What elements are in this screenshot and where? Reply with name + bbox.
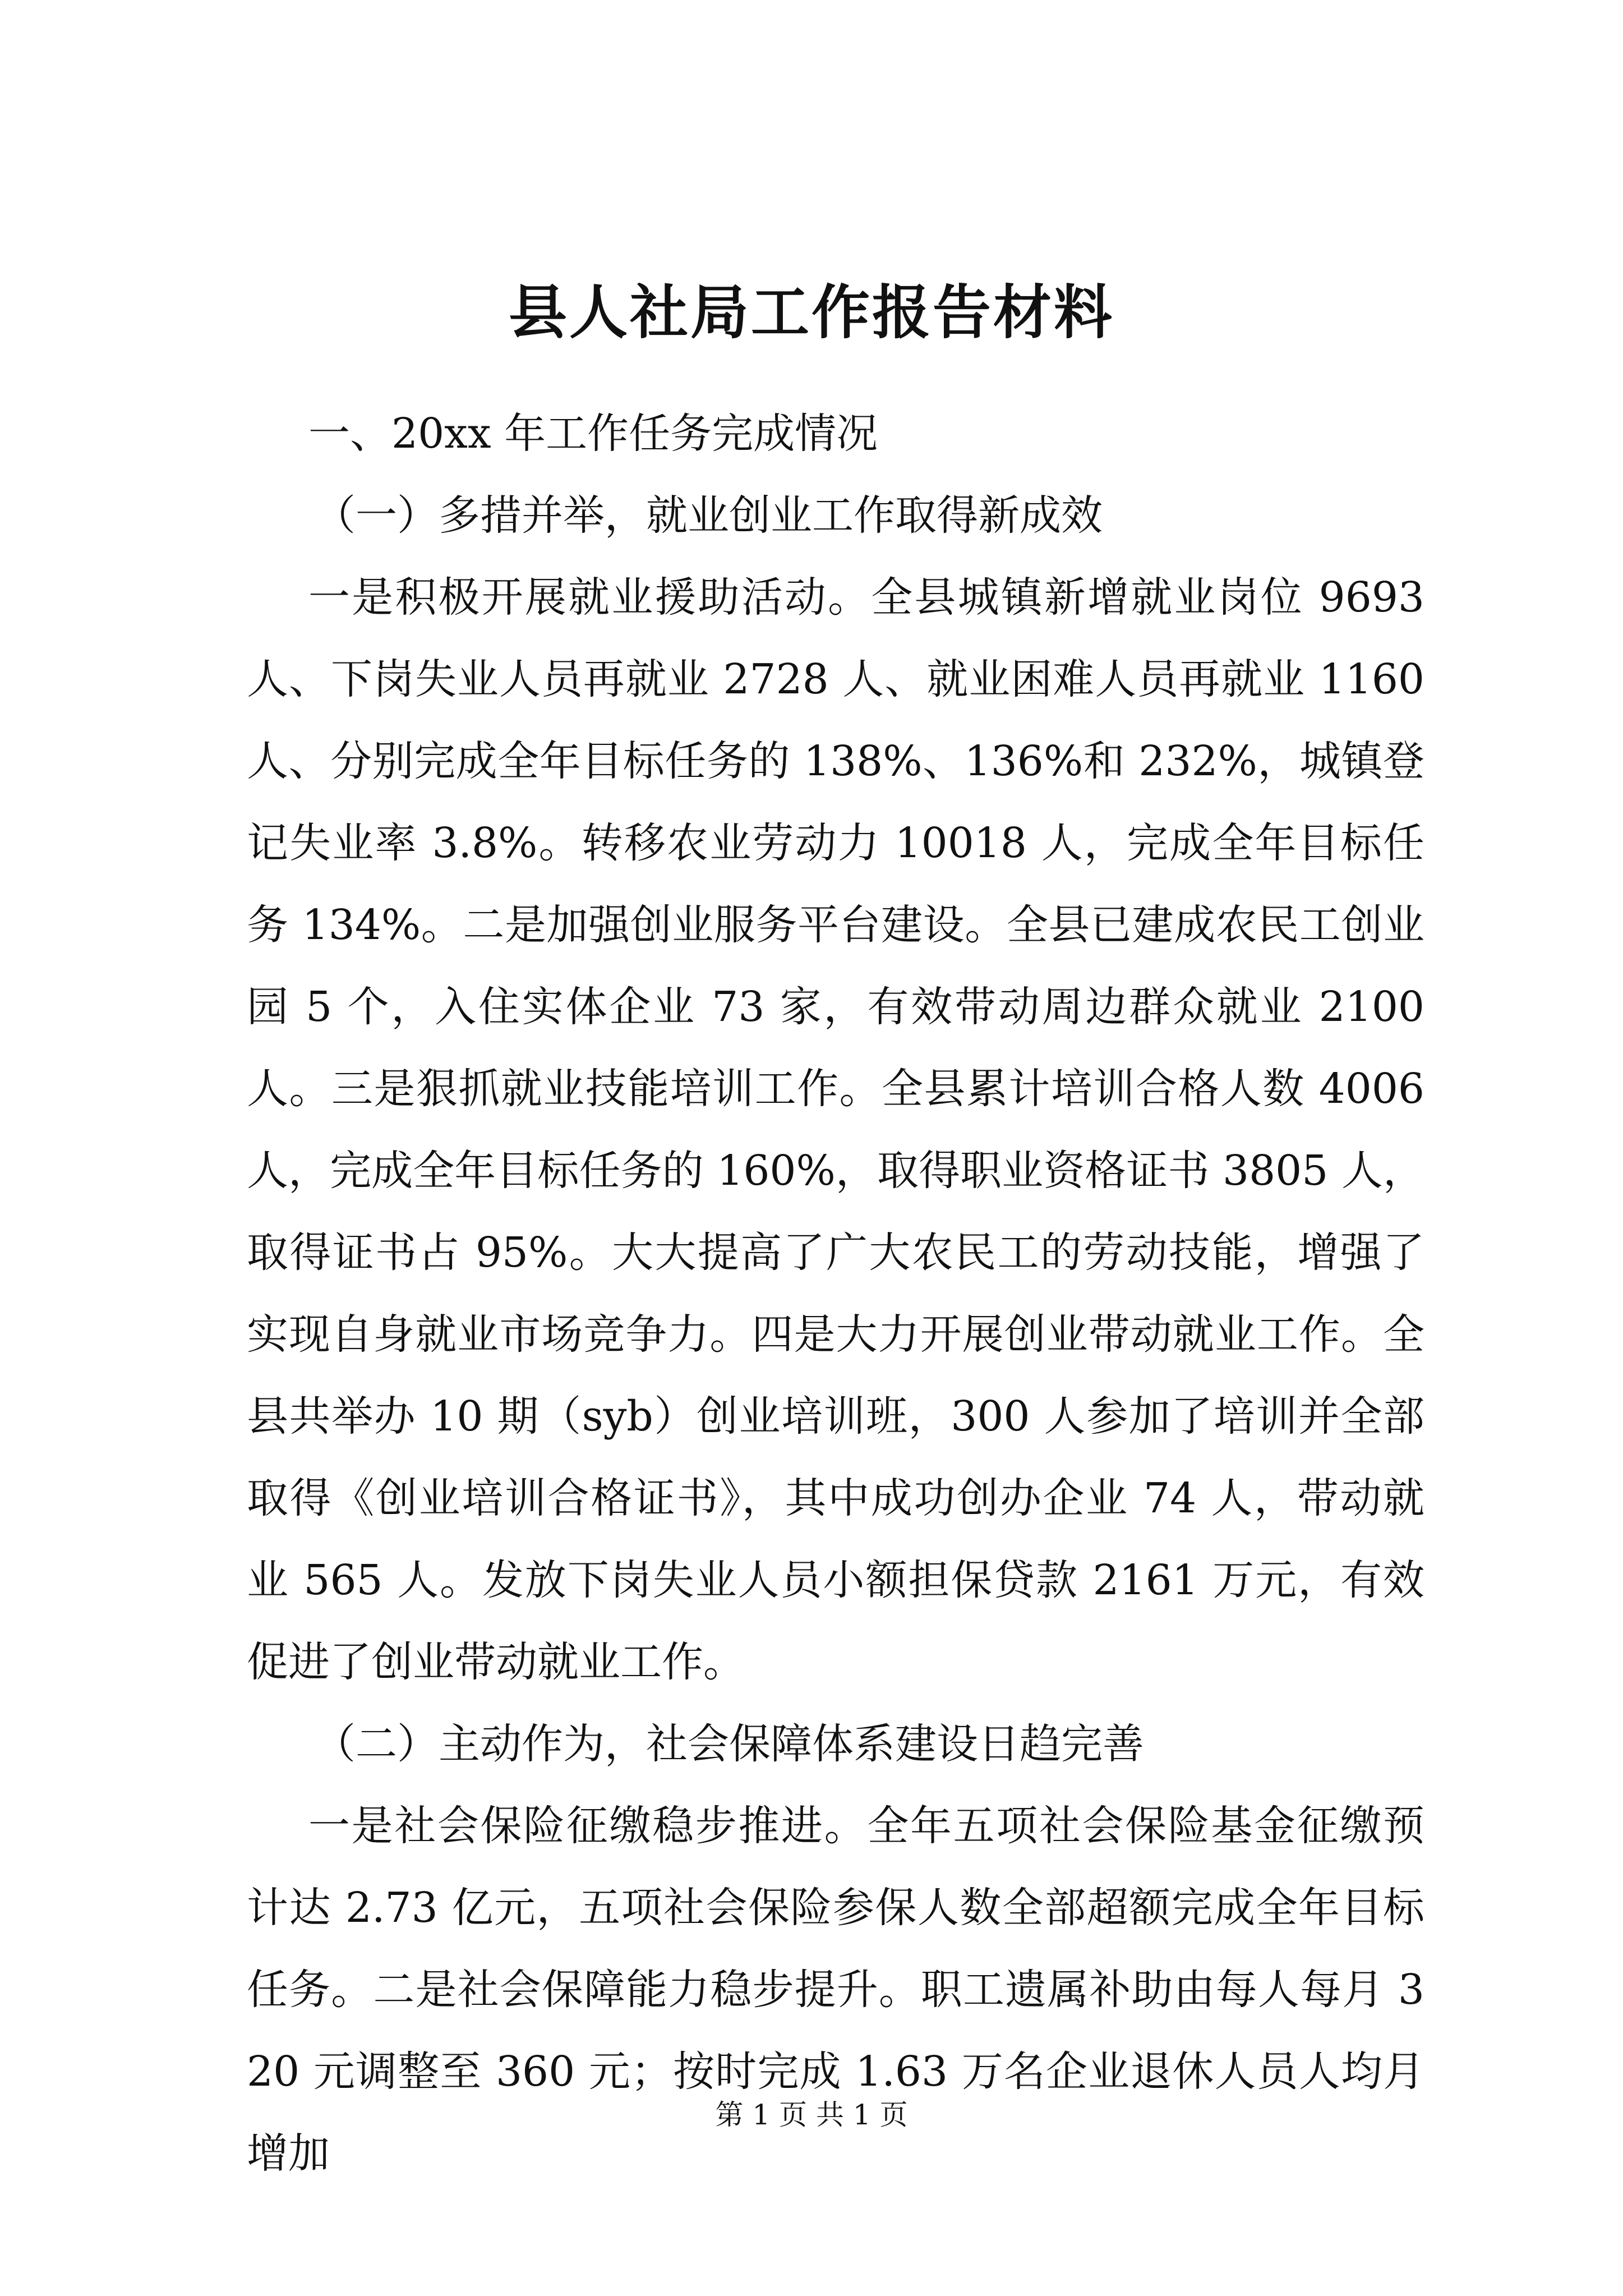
section-heading: 一、20xx 年工作任务完成情况 [308, 409, 878, 458]
page-footer: 第 1 页 共 1 页 [715, 2099, 908, 2131]
document-body [247, 393, 1424, 2194]
subsection-heading-1: （一）多措并举，就业创业工作取得新成效 [314, 491, 1103, 540]
paragraph-social-security: 一是社会保险征缴稳步推进。全年五项社会保险基金征缴预计达 2.73 亿元，五项社会保险参保人数全部超额完成全年目标任务。二是社会保障能力稳步提升。职工遗属补助由每人每月 320 元调整至 360 元；按时完成 1.63 万名企业退休人员人均月增加 [247, 1802, 1424, 2178]
document-title: 县人社局工作报告材料 [508, 278, 1114, 347]
paragraph-employment: 一是积极开展就业援助活动。全县城镇新增就业岗位 9693 人、下岗失业人员再就业 2728 人、就业困难人员再就业 1160 人、分别完成全年目标任务的 138%、136%和 232%，城镇登记失业率 3.8%。转移农业劳动力 10018 人，完成全年目标任务 134%。二是加强创业服务平台建设。全县已建成农民工创业园 5 个，入住实体企业 73 家，有效带动周边群众就业 2100 人。三是狠抓就业技能培训工作。全县累计培训合格人数 4006 人，完成全年目标任务的 160%，取得职业资格证书 3805 人，取得证书占 95%。大大提高了广大农民工的劳动技能，增强了实现自身就业市场竞争力。四是大力开展创业带动就业工作。全县共举办 10 期（syb）创业培训班，300 人参加了培训并全部取得《创业培训合格证书》，其中成功创办企业 74 人，带动就业 565 人。发放下岗失业人员小额担保贷款 2161 万元，有效促进了创业带动就业工作。 [247, 573, 1424, 1686]
subsection-heading-2: （二）主动作为，社会保障体系建设日趋完善 [314, 1720, 1144, 1768]
